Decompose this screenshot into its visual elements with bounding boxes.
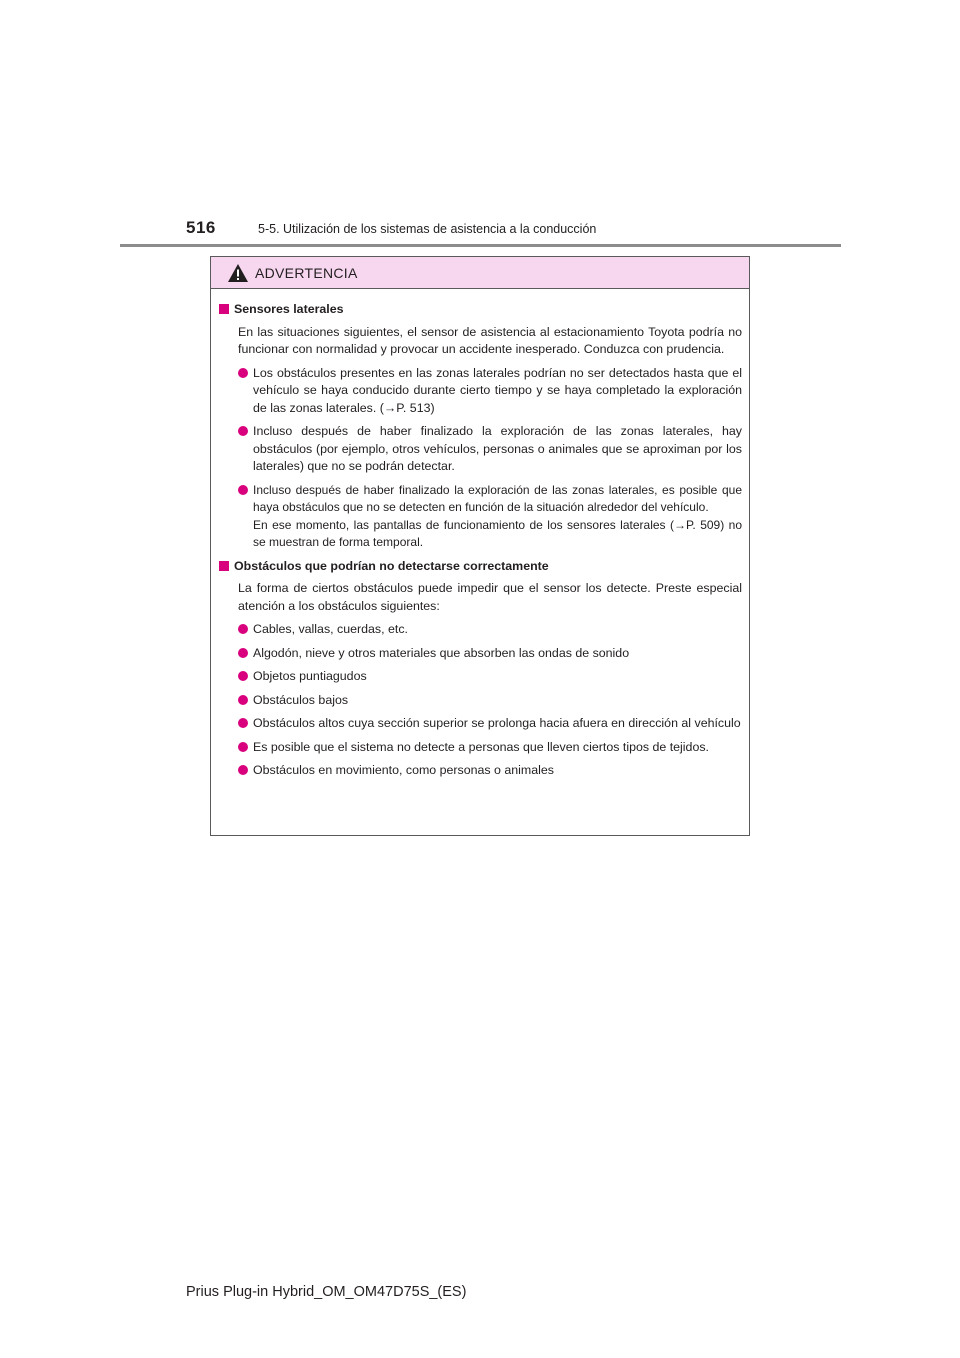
list-item-text: Incluso después de haber finalizado la exploración de las zonas laterales, es posible que haya obstáculos que no se detecten en función de la situación alrededor del vehículo. <box>253 482 742 514</box>
list-item-text: Los obstáculos presentes en las zonas laterales podrían no ser detectados hasta que el vehículo se haya conducido durante cierto tiempo y se haya completado la exploración de las zonas laterales. (→P. 513) <box>253 365 742 415</box>
list-item-text: Objetos puntiagudos <box>253 669 367 683</box>
section-intro: En las situaciones siguientes, el sensor de asistencia al estacionamiento Toyota podría no funcionar con normalidad y provocar un accidente inesperado. Conduzca con prudencia. <box>238 324 742 356</box>
warning-triangle-icon <box>227 263 249 283</box>
section-heading <box>219 301 742 319</box>
warning-title: ADVERTENCIA <box>255 264 358 281</box>
document-id: Prius Plug-in Hybrid_OM_OM47D75S_(ES) <box>186 1284 467 1300</box>
list-item <box>238 762 742 780</box>
round-bullet-icon <box>238 695 248 705</box>
warning-body <box>211 289 749 780</box>
list-item <box>238 692 742 710</box>
round-bullet-icon <box>238 368 248 378</box>
list-item <box>238 482 742 552</box>
list-item <box>238 621 742 639</box>
round-bullet-icon <box>238 742 248 752</box>
list-item-text: Obstáculos bajos <box>253 692 349 707</box>
list-item-text-group <box>253 482 742 552</box>
list-item <box>238 645 742 663</box>
round-bullet-icon <box>238 671 248 681</box>
list-item-text: Incluso después de haber finalizado la exploración de las zonas laterales, hay obstáculos (por ejemplo, otros vehículos, personas o animales que se aproximan por los laterales) que no se podrán detectar. <box>253 424 742 473</box>
list-item-text-continued: En ese momento, las pantallas de funcionamiento de los sensores laterales (→P. 509) no se muestran de forma temporal. <box>253 517 742 549</box>
section-heading-text: Obstáculos que podrían no detectarse correctamente <box>234 558 549 573</box>
warning-box <box>210 256 750 836</box>
round-bullet-icon <box>238 426 248 436</box>
list-item-text: Es posible que el sistema no detecte a personas que lleven ciertos tipos de tejidos. <box>253 739 709 754</box>
list-item-text: Obstáculos en movimiento, como personas o animales <box>253 763 554 777</box>
square-bullet-icon <box>219 304 229 314</box>
list-item <box>238 365 742 418</box>
page-number: 516 <box>186 218 216 237</box>
round-bullet-icon <box>238 624 248 634</box>
section-intro: La forma de ciertos obstáculos puede impedir que el sensor los detecte. Preste especial atención a los obstáculos siguientes: <box>238 581 742 613</box>
section-title: 5-5. Utilización de los sistemas de asistencia a la conducción <box>258 222 597 236</box>
list-item <box>238 715 742 733</box>
list-item <box>238 739 742 757</box>
round-bullet-icon <box>238 485 248 495</box>
list-item-text: Obstáculos altos cuya sección superior se prolonga hacia afuera en dirección al vehículo <box>253 716 741 730</box>
header-divider <box>120 244 841 247</box>
round-bullet-icon <box>238 718 248 728</box>
list-item-text: Cables, vallas, cuerdas, etc. <box>253 622 408 636</box>
list-item-text: Algodón, nieve y otros materiales que absorben las ondas de sonido <box>253 645 630 660</box>
round-bullet-icon <box>238 765 248 775</box>
section-heading-text: Sensores laterales <box>234 302 344 316</box>
square-bullet-icon <box>219 561 229 571</box>
round-bullet-icon <box>238 648 248 658</box>
warning-header <box>211 257 749 289</box>
list-item <box>238 423 742 476</box>
section-heading <box>219 558 742 576</box>
list-item <box>238 668 742 686</box>
